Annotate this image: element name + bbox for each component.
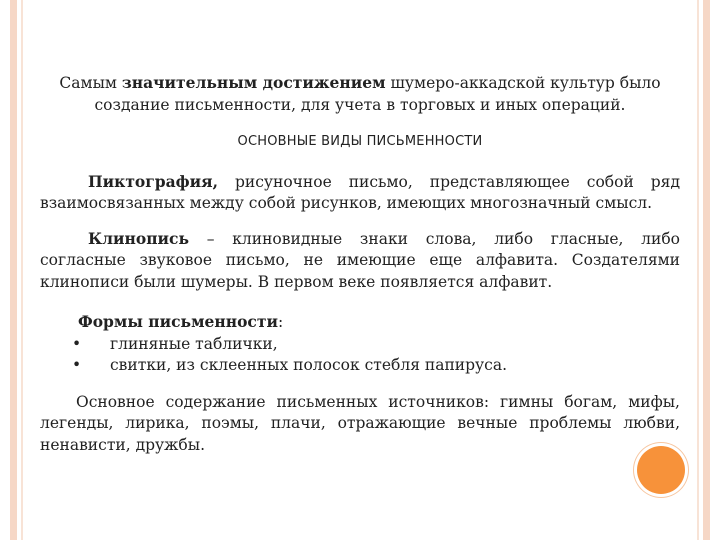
closing-paragraph: Основное содержание письменных источников: гимны богам, мифы, легенды, лирика, поэмы, плачи, отражающие вечные проблемы любви, ненависти, дружбы.	[40, 392, 680, 454]
forms-title-bold: Формы письменности	[78, 312, 278, 331]
section-heading: ОСНОВНЫЕ ВИДЫ ПИСЬМЕННОСТИ	[237, 134, 483, 149]
slide-content	[40, 72, 680, 456]
left-border-stripe	[10, 0, 17, 540]
bullet-icon: •	[72, 334, 82, 353]
intro-text-start: Самым	[59, 74, 122, 92]
list-item-text: свитки, из склеенных полосок стебля папируса.	[110, 356, 508, 374]
list-item	[72, 334, 680, 356]
intro-bold-phrase: значительным достижением	[121, 73, 386, 92]
intro-text-end: шумеро-аккадской культур было создание письменности, для учета в торговых и иных операций.	[94, 74, 661, 114]
pictography-term: Пиктография,	[88, 171, 218, 191]
left-border-line	[21, 0, 23, 540]
bullet-icon: •	[72, 356, 82, 374]
forms-title-colon: :	[277, 313, 284, 331]
cuneiform-term: Клинопись	[88, 228, 190, 248]
intro-paragraph	[40, 72, 680, 116]
forms-title	[78, 311, 680, 334]
right-border-stripe	[703, 0, 710, 540]
cuneiform-paragraph	[40, 228, 680, 294]
list-item	[72, 355, 680, 377]
pictography-definition: рисуночное письмо, представляющее собой ряд взаимосвязанных между собой рисунков, имеющих многозначный смысл.	[40, 172, 680, 212]
pictography-paragraph	[40, 171, 680, 215]
list-item-text: глиняные таблички,	[110, 334, 278, 353]
right-border-line	[697, 0, 699, 540]
cuneiform-definition: – клиновидные знаки слова, либо гласные, либо согласные звуковое письмо, не имеющие еще алфавита. Создателями клинописи были шумеры. В первом веке появляется алфавит.	[40, 229, 680, 291]
